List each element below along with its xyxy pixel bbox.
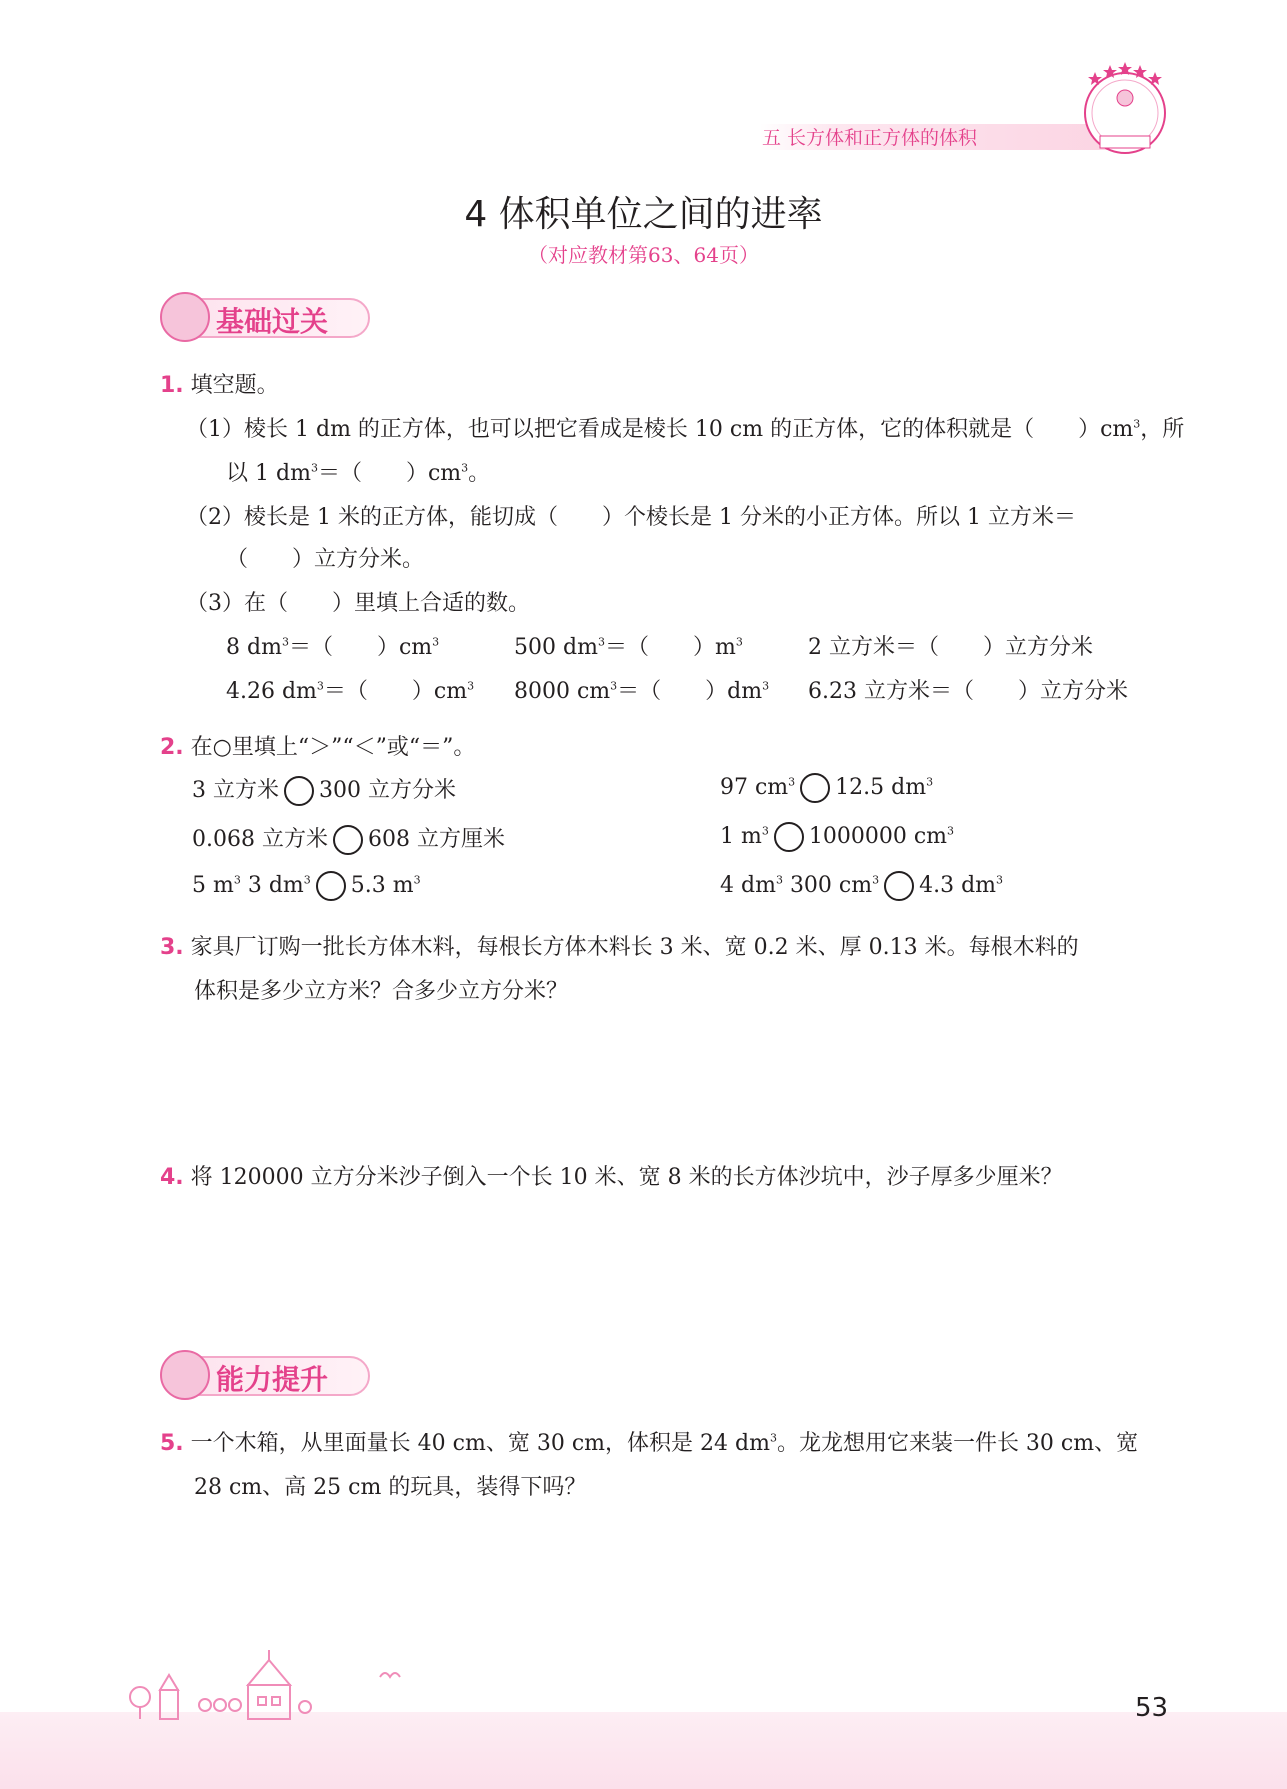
question-text: 一个木箱，从里面量长 40 cm、宽 30 cm，体积是 24 dm (190, 1431, 770, 1456)
question-number: 4. (160, 1165, 184, 1190)
textbook-reference: （对应教材第63、64页） (528, 243, 759, 267)
question-1-stem (160, 368, 279, 399)
question-text: ，所 (1140, 417, 1185, 442)
town-illustration-icon (120, 1645, 440, 1720)
compare-item-6 (720, 871, 1003, 901)
question-text: 4.3 dm (919, 873, 997, 898)
lesson-title: 4 体积单位之间的进率 (464, 194, 823, 235)
section-advanced-label: 能力提升 (216, 1363, 329, 1396)
page-number: 53 (1135, 1693, 1169, 1723)
question-text: 0.068 立方米 (192, 827, 328, 852)
question-text: 500 dm (514, 635, 598, 660)
question-text: ＝（ ）dm (617, 679, 763, 704)
question-text: 以 1 dm (226, 461, 311, 486)
publisher-logo-icon (1070, 58, 1180, 158)
question-text: ＝（ ）m (604, 635, 736, 660)
answer-circle[interactable] (884, 871, 914, 901)
superscript: 3 (467, 679, 475, 693)
superscript: 3 (303, 873, 311, 887)
question-1-part-3-row-2-col-3: 6.23 立方米＝（ ）立方分米 (808, 679, 1128, 704)
superscript: 3 (769, 1431, 777, 1445)
question-text: 8 dm (226, 635, 282, 660)
question-text: ＝（ ）cm (317, 461, 462, 486)
superscript: 3 (461, 461, 469, 475)
section-basic-label: 基础过关 (216, 305, 329, 338)
answer-circle[interactable] (800, 773, 830, 803)
question-text: 12.5 dm (835, 775, 927, 800)
superscript: 3 (761, 824, 769, 838)
superscript: 3 (233, 873, 241, 887)
question-text: 3 dm (247, 873, 304, 898)
question-3-line-1 (160, 930, 1079, 961)
question-5-line-1 (160, 1426, 1138, 1457)
compare-item-4 (720, 822, 954, 852)
compare-item-5 (192, 871, 421, 901)
superscript: 3 (735, 635, 743, 649)
question-text: 3 立方米 (192, 778, 279, 803)
superscript: 3 (281, 635, 289, 649)
question-text: 608 立方厘米 (367, 827, 505, 852)
question-text: 300 立方分米 (319, 778, 456, 803)
answer-circle[interactable] (333, 825, 363, 855)
question-text: 。龙龙想用它来装一件长 30 cm、宽 (776, 1431, 1139, 1456)
superscript: 3 (788, 775, 796, 789)
question-1-part-3-row-1-col-2 (514, 630, 743, 661)
question-1-part-3-row-2-col-1 (226, 674, 474, 705)
question-text: 97 cm (720, 775, 789, 800)
question-text: ＝（ ）cm (288, 635, 433, 660)
question-number: 5. (160, 1431, 184, 1456)
superscript: 3 (316, 679, 324, 693)
question-text: 填空题。 (190, 373, 279, 398)
mascot-icon (160, 1350, 210, 1400)
superscript: 3 (775, 873, 783, 887)
question-text: 在○里填上“＞”“＜”或“＝”。 (190, 735, 476, 760)
compare-item-1 (192, 773, 456, 806)
question-1-part-1-line-2 (226, 456, 490, 487)
section-advanced (160, 1350, 380, 1398)
compare-item-2 (720, 773, 933, 803)
question-3-line-2: 体积是多少立方米？合多少立方分米？ (194, 979, 569, 1004)
question-text: 5.3 m (350, 873, 414, 898)
answer-circle[interactable] (316, 871, 346, 901)
question-text: 8000 cm (514, 679, 611, 704)
question-number: 3. (160, 935, 184, 960)
question-1-part-1-line-1 (186, 412, 1184, 443)
question-text: 4.26 dm (226, 679, 317, 704)
question-text: 家具厂订购一批长方体木料，每根长方体木料长 3 米、宽 0.2 米、厚 0.13 米。每根木料的 (190, 935, 1079, 960)
question-text: 1000000 cm (808, 824, 948, 849)
answer-circle[interactable] (284, 776, 314, 806)
superscript: 3 (432, 635, 440, 649)
superscript: 3 (310, 461, 318, 475)
compare-item-3 (192, 822, 505, 855)
answer-circle[interactable] (774, 822, 804, 852)
superscript: 3 (413, 873, 421, 887)
question-5-answer-area[interactable] (194, 1510, 1154, 1650)
question-1-part-2-line-2: （ ）立方分米。 (226, 547, 425, 572)
superscript: 3 (597, 635, 605, 649)
chapter-title: 五 长方体和正方体的体积 (762, 127, 978, 149)
superscript: 3 (762, 679, 770, 693)
question-text: 5 m (192, 873, 234, 898)
question-text: 300 cm (789, 873, 873, 898)
superscript: 3 (996, 873, 1004, 887)
question-3-answer-area[interactable] (194, 1010, 1154, 1140)
question-text: 。 (468, 461, 491, 486)
question-1-part-3-stem: （3）在（ ）里填上合适的数。 (186, 591, 530, 616)
question-text: ＝（ ）cm (323, 679, 468, 704)
question-text: 4 dm (720, 873, 776, 898)
question-1-part-2-line-1: （2）棱长是 1 米的正方体，能切成（ ）个棱长是 1 分米的小正方体。所以 1 立方米＝ (186, 505, 1076, 530)
footer-band (0, 1712, 1287, 1789)
section-basic (160, 292, 380, 340)
question-4-line-1 (160, 1160, 1063, 1191)
question-text: （1）棱长 1 dm 的正方体，也可以把它看成是棱长 10 cm 的正方体，它的体积就是（ ）cm (186, 417, 1134, 442)
superscript: 3 (947, 824, 955, 838)
question-1-part-3-row-1-col-3: 2 立方米＝（ ）立方分米 (808, 635, 1093, 660)
question-1-part-3-row-2-col-2 (514, 674, 769, 705)
mascot-icon (160, 292, 210, 342)
superscript: 3 (610, 679, 618, 693)
superscript: 3 (872, 873, 880, 887)
superscript: 3 (1133, 417, 1141, 431)
question-1-part-3-row-1-col-1 (226, 630, 439, 661)
question-text: 将 120000 立方分米沙子倒入一个长 10 米、宽 8 米的长方体沙坑中，沙子厚多少厘米？ (190, 1165, 1063, 1190)
question-number: 1. (160, 373, 184, 398)
superscript: 3 (926, 775, 934, 789)
question-2-stem (160, 730, 475, 761)
question-number: 2. (160, 735, 184, 760)
question-text: 1 m (720, 824, 762, 849)
question-4-answer-area[interactable] (194, 1200, 1154, 1340)
question-5-line-2: 28 cm、高 25 cm 的玩具，装得下吗？ (194, 1475, 587, 1500)
